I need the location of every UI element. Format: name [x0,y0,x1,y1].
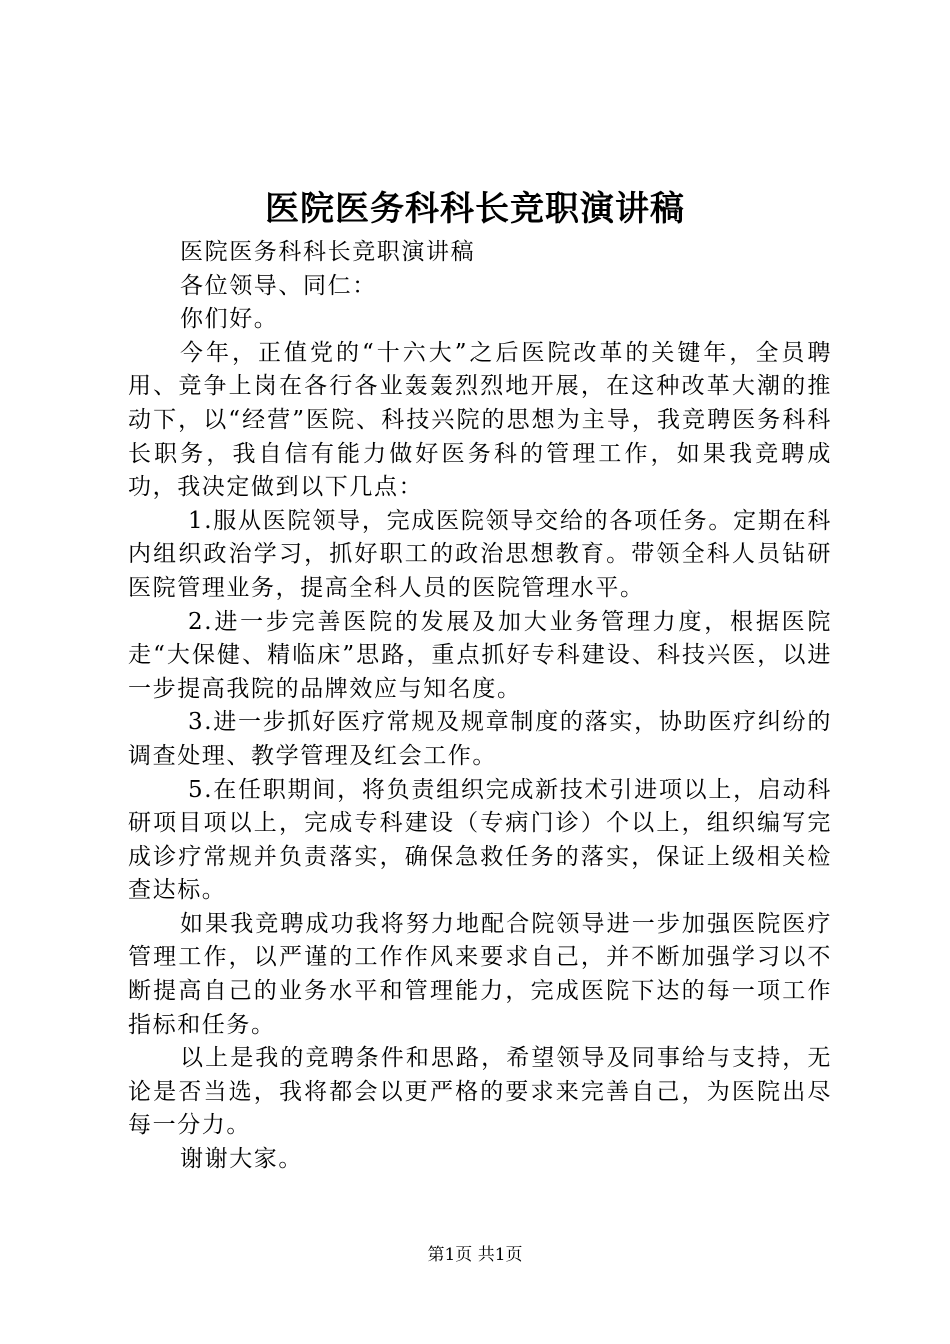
point-3-paragraph: 3.进一步抓好医疗常规及规章制度的落实，协助医疗纠纷的调查处理、教学管理及红会工作。 [128,709,832,769]
commitment-paragraph: 如果我竞聘成功我将努力地配合院领导进一步加强医院医疗管理工作，以严谨的工作作风来要求自己，并不断加强学习以不断提高自己的业务水平和管理能力，完成医院下达的每一项工作指标和任务。 [128,910,832,1038]
thanks-paragraph: 谢谢大家。 [180,1146,303,1173]
salutation-paragraph: 各位领导、同仁： [180,272,377,299]
document-body [128,236,832,1177]
document-title: 医院医务科科长竞职演讲稿 [265,189,685,229]
point-1-paragraph: 1.服从医院领导，完成医院领导交给的各项任务。定期在科内组织政治学习，抓好职工的政治思想教育。带领全科人员钻研医院管理业务，提高全科人员的医院管理水平。 [128,507,832,601]
subtitle-paragraph: 医院医务科科长竞职演讲稿 [180,239,476,265]
point-2-paragraph: 2.进一步完善医院的发展及加大业务管理力度，根据医院走“大保健、精临床”思路，重点抓好专科建设、科技兴医，以进一步提高我院的品牌效应与知名度。 [128,608,832,702]
page-footer: 第1页 共1页 [427,1245,523,1265]
greeting-paragraph: 你们好。 [180,306,279,333]
intro-paragraph: 今年，正值党的“十六大”之后医院改革的关键年，全员聘用、竞争上岗在各行各业轰轰烈烈地开展，在这种改革大潮的推动下，以“经营”医院、科技兴院的思想为主导，我竞聘医务科科长职务，我自信有能力做好医务科的管理工作，如果我竞聘成功，我决定做到以下几点： [128,339,832,501]
point-5-paragraph: 5.在任职期间，将负责组织完成新技术引进项以上，启动科研项目项以上，完成专科建设（专病门诊）个以上，组织编写完成诊疗常规并负责落实，确保急救任务的落实，保证上级相关检查达标。 [128,776,832,904]
conclusion-paragraph: 以上是我的竞聘条件和思路，希望领导及同事给与支持，无论是否当选，我将都会以更严格的要求来完善自己，为医院出尽每一分力。 [128,1045,832,1139]
